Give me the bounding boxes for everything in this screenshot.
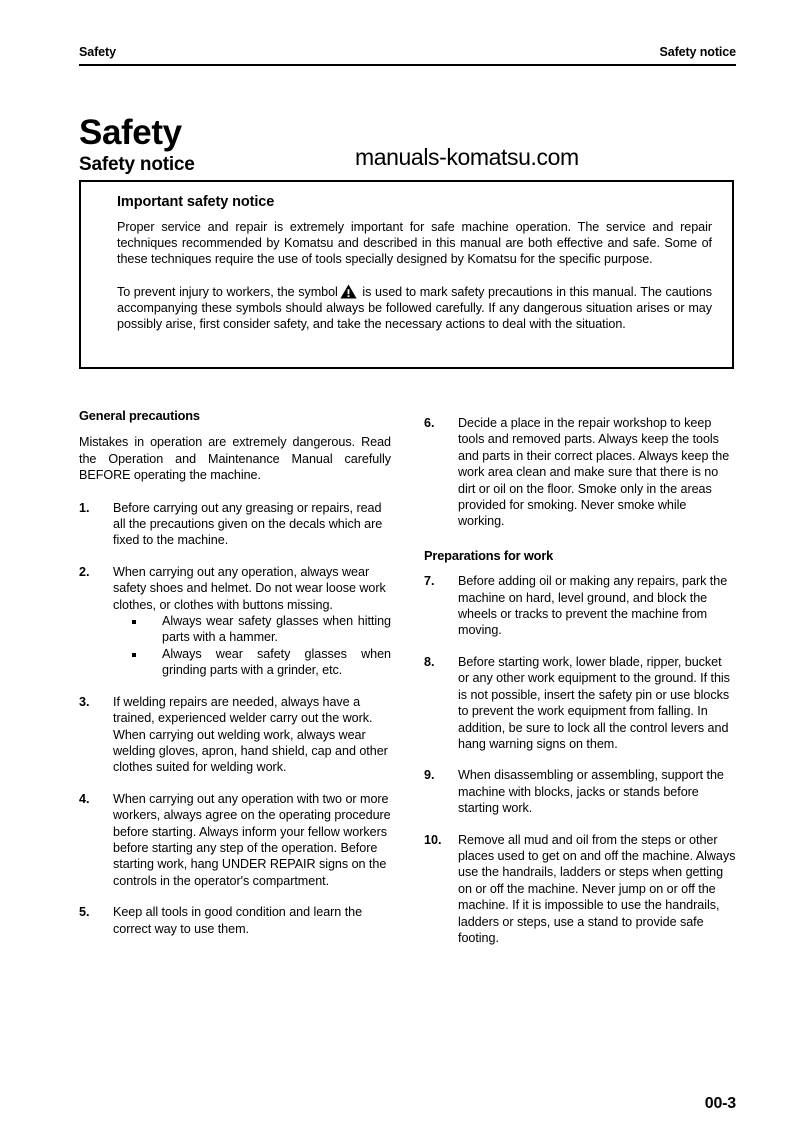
notice-paragraph-2-after: is used to mark safety precautions in this manual. The cautions accompanying these symbols should always be followed carefully. If any dangerous situation arises or may possibly arise, first consider safety, and take the necessary actions to deal with the situation. [117, 284, 712, 332]
important-safety-notice-box [79, 180, 734, 369]
running-head-right: Safety notice [659, 45, 736, 59]
notice-paragraph-2 [117, 284, 712, 333]
general-precautions-lead: Mistakes in operation are extremely dangerous. Read the Operation and Maintenance Manual carefully BEFORE operating the machine. [79, 435, 391, 483]
list-item-number: 8. [424, 654, 435, 669]
running-head-left: Safety [79, 45, 116, 59]
general-precautions-list [79, 500, 391, 937]
list-item-number: 6. [424, 416, 435, 430]
left-column [79, 408, 391, 937]
preparations-for-work-heading: Preparations for work [424, 547, 554, 563]
running-head [79, 45, 736, 59]
watermark: manuals-komatsu.com [355, 144, 579, 170]
list-item [79, 694, 391, 776]
list-item-number: 4. [79, 791, 90, 806]
notice-heading: Important safety notice [117, 194, 275, 210]
list-item-number: 5. [79, 905, 90, 920]
list-item-number: 2. [79, 564, 90, 579]
list-item-number: 1. [79, 500, 90, 515]
list-item-text: If welding repairs are needed, always have a trained, experienced welder carry out the work. When carrying out welding work, always wear welding gloves, apron, hand shield, cap and other clothes suited for welding work. [113, 694, 388, 775]
list-item-bullet: Always wear safety glasses when hitting parts with a hammer. [113, 613, 391, 646]
list-item-text: Decide a place in the repair workshop to keep tools and removed parts. Always keep the tools and parts in their correct places. Always keep the work area clean and make sure that there is no dirt or oil on the floor. Smoke only in the areas provided for smoking. Never smoke while working. [458, 416, 730, 529]
list-item-text: Before starting work, lower blade, ripper, bucket or any other work equipment to the ground. If this is not possible, insert the safety pin or use blocks to prevent the work equipment from falling. In addition, be sure to lock all the control levers and hang warning signs on them. [458, 654, 730, 751]
list-item-number: 9. [424, 768, 435, 783]
chapter-title: Safety [79, 113, 182, 153]
running-head-rule [79, 64, 736, 66]
list-item-text: When disassembling or assembling, support the machine with blocks, jacks or stands before starting work. [458, 768, 724, 816]
list-item [79, 500, 391, 549]
list-item [79, 904, 391, 937]
list-item-text: When carrying out any operation, always wear safety shoes and helmet. Do not wear loose work clothes, or clothes with buttons missing. [113, 564, 386, 612]
list-item [424, 832, 736, 947]
list-item-text: Before carrying out any greasing or repairs, read all the precautions given on the decals which are fixed to the machine. [113, 500, 383, 548]
list-item [424, 654, 736, 752]
notice-paragraph-2-before: To prevent injury to workers, the symbol [117, 284, 338, 299]
list-item-number: 7. [424, 574, 435, 589]
list-item-text: Remove all mud and oil from the steps or other places used to get on and off the machine. Always use the handrails, ladders or steps when getting on or off the machine. Never jump on or off the machine. If it is impossible to use the handrails, ladders or steps, use a stand to provide safe footing. [458, 832, 736, 945]
warning-triangle-icon [340, 284, 357, 299]
right-column [424, 415, 736, 946]
list-item [424, 573, 736, 639]
list-item [424, 767, 736, 816]
general-precautions-heading: General precautions [79, 408, 200, 423]
section-title: Safety notice [79, 153, 195, 175]
general-precautions-list-continued [424, 415, 736, 530]
list-item [79, 791, 391, 889]
notice-paragraph-1: Proper service and repair is extremely important for safe machine operation. The service and repair techniques recommended by Komatsu and described in this manual are both effective and safe. Some of these techniques require the use of tools specially designed by Komatsu for the specific purpose. [117, 220, 712, 267]
page-number: 00-3 [704, 1095, 736, 1112]
list-item [424, 415, 736, 530]
list-item-number: 3. [79, 694, 90, 709]
preparations-for-work-list [424, 573, 736, 946]
list-item-number: 10. [424, 832, 442, 847]
list-item-bullet: Always wear safety glasses when grinding parts with a grinder, etc. [113, 646, 391, 679]
list-item-text: When carrying out any operation with two or more workers, always agree on the operating procedure before starting. Always inform your fellow workers before starting any step of the operation. Before starting work, hang UNDER REPAIR signs on the controls in the operator's compartment. [113, 791, 391, 888]
list-item-text: Keep all tools in good condition and learn the correct way to use them. [113, 905, 363, 936]
list-item [79, 564, 391, 679]
list-item-text: Before adding oil or making any repairs, park the machine on hard, level ground, and block the wheels or tracks to prevent the machine from moving. [458, 574, 728, 638]
list-item-sub-bullets [113, 613, 391, 679]
